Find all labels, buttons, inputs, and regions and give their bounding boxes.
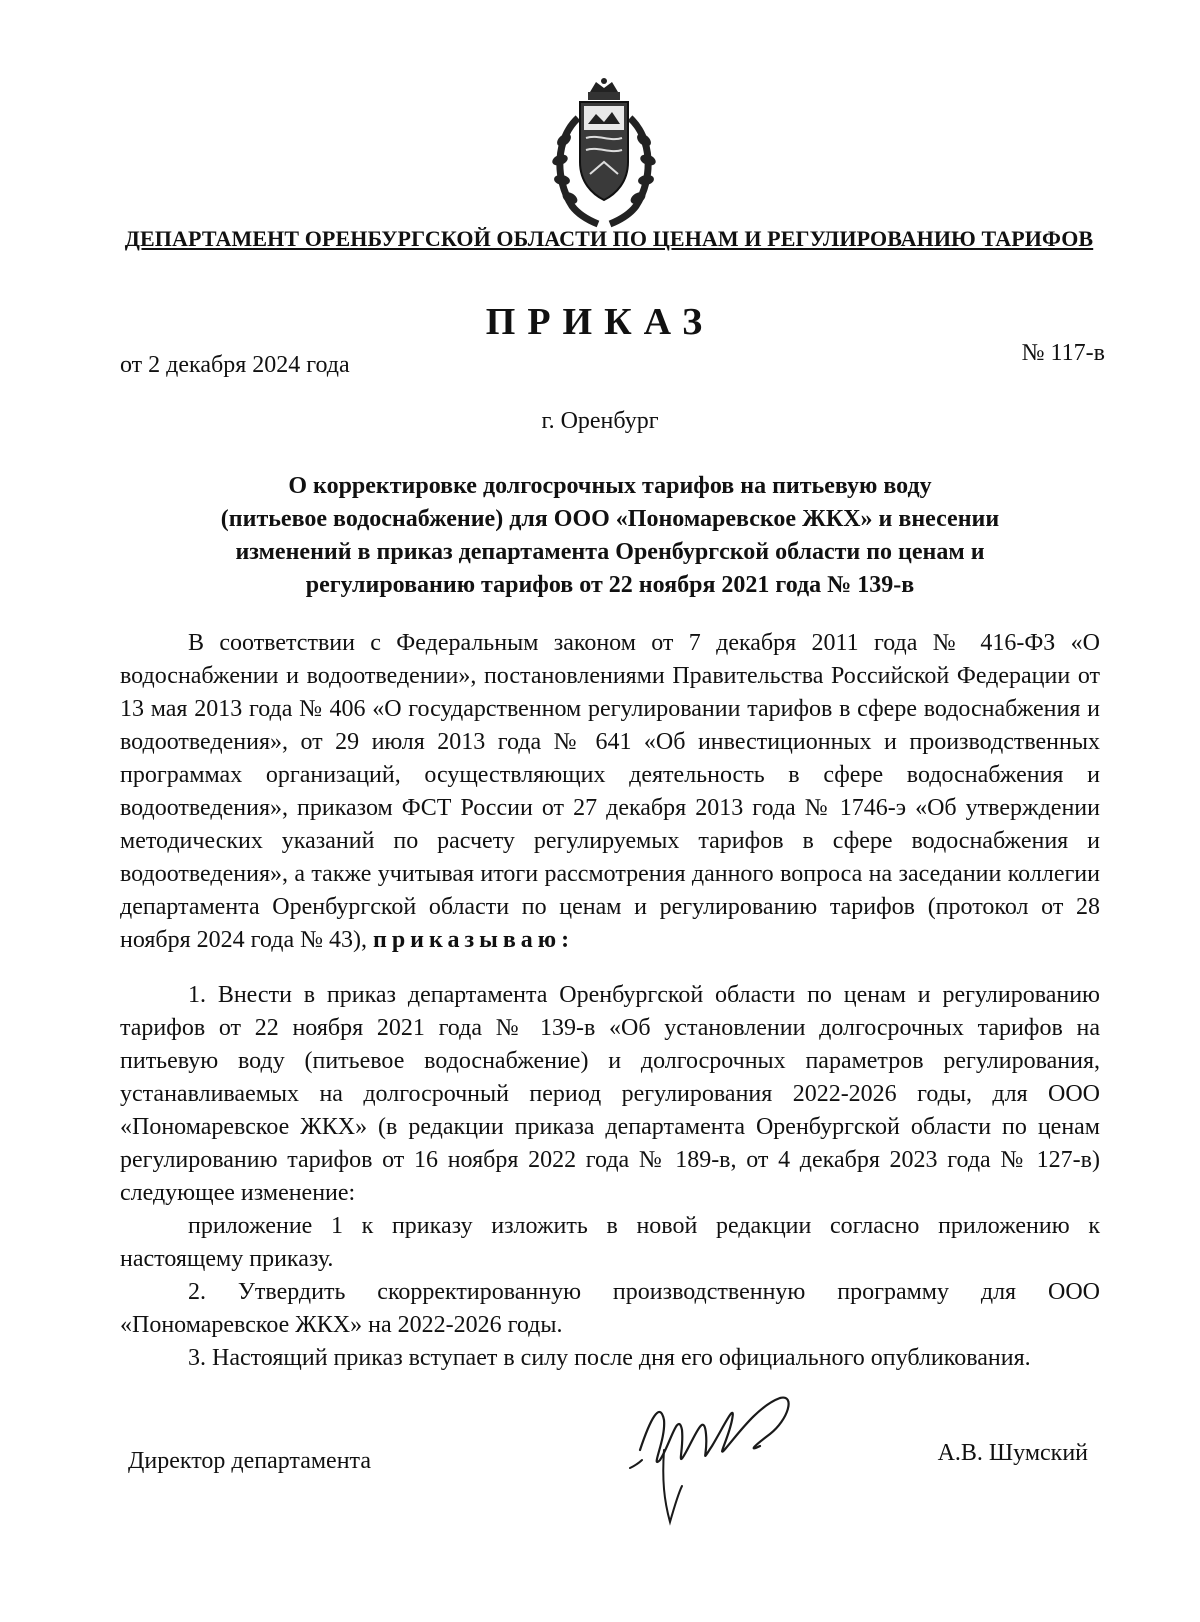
document-number: № 117-в [1021, 340, 1105, 366]
signatory-name: А.В. Шумский [937, 1440, 1088, 1466]
item-1-paragraph: 1. Внести в приказ департамента Оренбургской области по ценам и регулированию тарифов от 22 ноября 2021 года № 139-в «Об установлении долгосрочных тарифов на питьевую воду (питьевое водоснабжение) и долгосрочных параметров регулирования, устанавливаемых на долгосрочный период регулирования 2022-2026 годы, для ООО «Пономаревское ЖКХ» (в редакции приказа департамента Оренбургской области по ценам регулированию тарифов от 16 ноября 2022 года № 189-в, от 4 декабря 2023 года № 127-в) следующее изменение: [120, 982, 1100, 1206]
signatory-role: Директор департамента [128, 1448, 371, 1474]
preamble-paragraph [120, 627, 1100, 957]
subject-line: регулированию тарифов от 22 ноября 2021 года № 139-в [305, 572, 915, 598]
subject-line: изменений в приказ департамента Оренбургской области по ценам и [235, 539, 985, 565]
document-subject [130, 470, 1090, 602]
item-3-paragraph: 3. Настоящий приказ вступает в силу после дня его официального опубликования. [188, 1345, 1031, 1371]
item-1-sub-paragraph: приложение 1 к приказу изложить в новой редакции согласно приложению к настоящему приказу. [120, 1213, 1100, 1272]
subject-line: О корректировке долгосрочных тарифов на питьевую воду [288, 473, 932, 499]
document-body [120, 627, 1100, 1375]
handwritten-signature-icon [620, 1390, 820, 1530]
document-date: от 2 декабря 2024 года [120, 352, 350, 378]
department-name: ДЕПАРТАМЕНТ ОРЕНБУРГСКОЙ ОБЛАСТИ ПО ЦЕНАМ И РЕГУЛИРОВАНИЮ ТАРИФОВ [124, 226, 1094, 251]
order-word: приказываю: [372, 927, 575, 953]
subject-line: (питьевое водоснабжение) для ООО «Пономаревское ЖКХ» и внесении [220, 506, 1000, 532]
item-2-paragraph: 2. Утвердить скорректированную производственную программу для ООО «Пономаревское ЖКХ» на 2022-2026 годы. [120, 1279, 1100, 1338]
document-city: г. Оренбург [541, 408, 659, 434]
preamble-text: В соответствии с Федеральным законом от 7 декабря 2011 года № 416-ФЗ «О водоснабжении и водоотведении», постановлениями Правительства Российской Федерации от 13 мая 2013 года № 406 «О государственном регулировании тарифов в сфере водоснабжения и водоотведения», от 29 июля 2013 года № 641 «Об инвестиционных и производственных программах организаций, осуществляющих деятельность в сфере водоснабжения и водоотведения», приказом ФСТ России от 27 декабря 2013 года № 1746-э «Об утверждении методических указаний по расчету регулируемых тарифов в сфере водоснабжения и водоотведения», а также учитывая итоги рассмотрения данного вопроса на заседании коллегии департамента Оренбургской области по ценам и регулированию тарифов (протокол от 28 ноября 2024 года № 43), [120, 630, 1100, 953]
document-title: ПРИКАЗ [485, 301, 715, 343]
coat-of-arms-icon [548, 78, 660, 228]
